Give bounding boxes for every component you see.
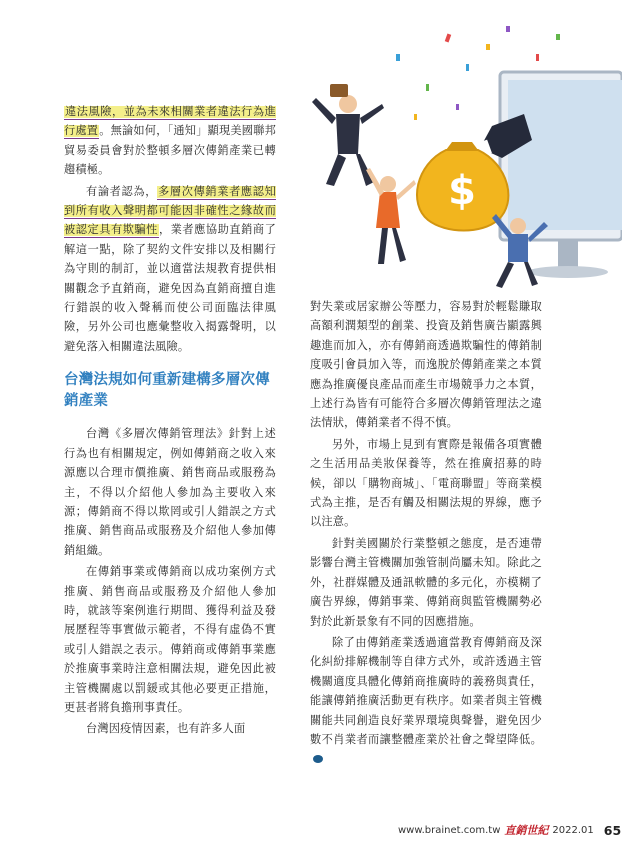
page-footer — [398, 822, 622, 838]
section-heading: 台灣法規如何重新建構多層次傳銷產業 — [64, 372, 270, 410]
highlighted-text: 違法風險，並為未來相關業者違法行為進行處置 — [64, 105, 276, 138]
footer-brand-logo: 直銷世紀 — [504, 824, 549, 837]
footer-issue: 2022.01 — [552, 824, 594, 836]
right-paragraph-1: 對失業或居家辦公等壓力，容易對於輕鬆賺取高額利潤類型的創業、投資及銷售廣告顯露興趣進而加入，亦有傳銷商透過欺騙性的傳銷制度吸引會員加入等，而逸脫於傳銷產業之本質應為推廣優良產品而產生市場競爭力之本質，上述行為皆有可能符合多層次傳銷管理法之違法情狀，傳銷業者不得不慎。 — [310, 300, 542, 430]
end-mark-icon — [313, 755, 323, 763]
right-column — [310, 297, 542, 771]
monitor-base — [528, 266, 608, 278]
money-bag-illustration — [296, 14, 622, 289]
monitor-screen — [508, 80, 622, 230]
left-paragraph-1: 違法風險，並為未來相關業者違法行為進行處置。無論如何，「通知」顯現美國聯邦貿易委員會對於整頓多層次傳銷產業已轉趨積極。 — [64, 105, 276, 177]
monitor-stand — [558, 240, 578, 270]
footer-url[interactable]: www.brainet.com.tw — [398, 824, 501, 836]
left-paragraph-3: 台灣《多層次傳銷管理法》針對上述行為也有相關規定，例如傳銷商之收入來源應以合理市價推廣、銷售商品或服務為主，不得以介紹他人參加為主要收入來源；傳銷商不得以欺罔或引人錯誤之方式推廣、銷售商品或服務及介紹他人參加傳銷組織。 — [64, 427, 276, 557]
dancing-woman — [366, 168, 416, 264]
right-paragraph-3: 針對美國關於行業整頓之態度，是否連帶影響台灣主管機關加強管制尚屬未知。除此之外，社群媒體及通訊軟體的多元化，亦模糊了廣告界線，傳銷事業、傳銷商與監管機關勢必對於此新景象有不同的因應措施。 — [310, 536, 542, 628]
left-column — [64, 102, 276, 741]
page-number: 65 — [603, 822, 622, 838]
right-paragraph-4: 除了由傳銷產業透過適當教育傳銷商及深化糾紛排解機制等自律方式外，或許透過主管機關適度具體化傳銷商推廣時的義務與責任，能讓傳銷推廣活動更有秩序。如業者與主管機關能共同創造良好業界環境與聲譽，避免因少數不肖業者而讓整體產業於社會之聲望降低。 — [310, 633, 542, 769]
left-paragraph-4: 在傳銷事業或傳銷商以成功案例方式推廣、銷售商品或服務及介紹他人參加時，就該等案例進行期間、獲得利益及發展歷程等事實做示範者，不得有虛偽不實或引人錯誤之表示。傳銷商或傳銷事業應於推廣事業時注意相關法規，避免因此被主管機關處以罰鍰或其他必要更正措施，更甚者將負擔刑事責任。 — [64, 565, 276, 714]
money-bag-tie — [446, 142, 478, 150]
dollar-sign: $ — [448, 168, 476, 214]
left-paragraph-2: 有論者認為，多層次傳銷業者應認知到所有收入聲明都可能因非確性之緣故而被認定具有欺騙性，業者應協助直銷商了解這一點，除了契約文件安排以及相關行為守則的制訂，並以適當法規教育提供相關觀念予直銷商，避免因為直銷商擅自進行錯誤的收入聲稱而使公司面臨法律風險，另外公司也應彙整收入揭露聲明，以避免落入相關違法風險。 — [64, 184, 276, 353]
right-paragraph-2: 另外，市場上見到有實際是報備各項實體之生活用品美妝保養等，然在推廣招募的時候，卻以「購物商城」、「電商聯盟」等商業模式為主推，是否有觸及相關法規的界線，應予以注意。 — [310, 437, 542, 529]
left-paragraph-5: 台灣因疫情因素，也有許多人面 — [86, 722, 246, 736]
highlighted-text: 多層次傳銷業者應認知到所有收入聲明都可能因非確性之緣故而被認定具有欺騙性 — [64, 184, 276, 237]
jumping-man — [312, 84, 384, 186]
